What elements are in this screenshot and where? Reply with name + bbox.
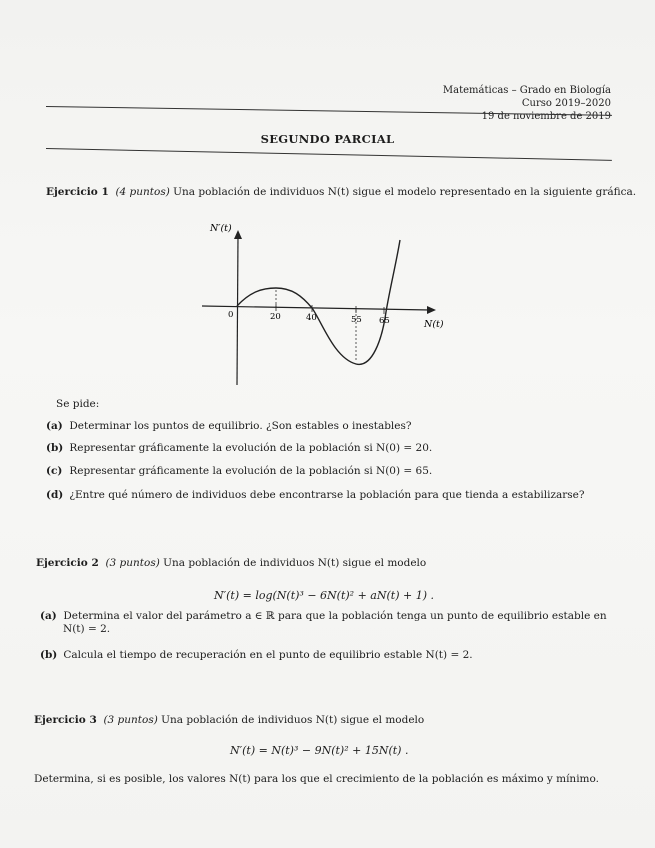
header-subject: Matemáticas – Grado en Biología xyxy=(442,85,611,96)
page-title: SEGUNDO PARCIAL xyxy=(260,132,395,146)
ex1-item-c-text: Representar gráficamente la evolución de la población si N(0) = 65. xyxy=(69,465,433,477)
ex3-text: Una población de individuos N(t) sigue el modelo xyxy=(161,714,425,726)
ex1-se-pide: Se pide: xyxy=(56,398,100,410)
header-date: 19 de noviembre de 2019 xyxy=(481,111,611,122)
ex1-item-a xyxy=(46,420,412,433)
graph-tick-label-40: 40 xyxy=(306,313,317,323)
ex2-item-b-label: (b) xyxy=(40,649,58,661)
ex2-statement xyxy=(36,556,426,570)
ex1-item-d-label: (d) xyxy=(46,489,64,501)
graph-tick-label-65: 65 xyxy=(379,316,390,326)
graph-y-arrow xyxy=(234,230,242,239)
graph-x-axis xyxy=(202,306,430,310)
ex1-text: Una población de individuos N(t) sigue el modelo representado en la siguiente gráfica. xyxy=(173,186,637,198)
ex1-statement xyxy=(46,185,636,199)
graph-curve xyxy=(237,240,400,364)
ex3-points: (3 puntos) xyxy=(103,714,158,726)
ex2-equation: N′(t) = log(N(t)³ − 6N(t)² + aN(t) + 1) . xyxy=(214,589,434,602)
ex1-item-a-label: (a) xyxy=(46,420,63,432)
graph-y-axis xyxy=(237,236,238,385)
ex2-item-a-text: Determina el valor del parámetro a ∈ ℝ para que la población tenga un punto de equilibrio estable en xyxy=(63,610,607,622)
ex1-item-b xyxy=(46,442,432,455)
exam-header xyxy=(443,84,611,123)
ex1-item-c-label: (c) xyxy=(46,465,63,477)
ex2-item-b-text: Calcula el tiempo de recuperación en el punto de equilibrio estable N(t) = 2. xyxy=(63,649,473,661)
graph-y-label: N′(t) xyxy=(210,223,232,234)
graph-tick-label-55: 55 xyxy=(351,315,362,325)
header-course: Curso 2019–2020 xyxy=(521,98,611,109)
ex2-item-a-label: (a) xyxy=(40,610,57,622)
graph-origin-label: 0 xyxy=(228,310,234,320)
ex1-item-d xyxy=(46,489,585,502)
ex3-label: Ejercicio 3 xyxy=(34,714,97,726)
graph-tick-label-20: 20 xyxy=(270,312,281,322)
ex1-points: (4 puntos) xyxy=(115,186,170,198)
ex3-statement xyxy=(34,713,424,727)
header-rule-bottom xyxy=(46,148,612,161)
graph-x-label: N(t) xyxy=(424,319,444,330)
ex3-equation: N′(t) = N(t)³ − 9N(t)² + 15N(t) . xyxy=(230,744,409,757)
ex1-item-d-text: ¿Entre qué número de individuos debe encontrarse la población para que tienda a estabilizarse? xyxy=(69,489,585,501)
graph-x-arrow xyxy=(427,306,436,314)
ex1-item-c xyxy=(46,465,432,478)
ex2-item-a xyxy=(40,610,615,636)
ex1-label: Ejercicio 1 xyxy=(46,186,109,198)
ex1-item-b-label: (b) xyxy=(46,442,64,454)
ex3-conclusion: Determina, si es posible, los valores N(t) para los que el crecimiento de la población es máximo y mínimo. xyxy=(34,773,599,785)
ex2-item-a-text-cont: N(t) = 2. xyxy=(63,623,111,635)
ex1-item-a-text: Determinar los puntos de equilibrio. ¿Son estables o inestables? xyxy=(69,420,412,432)
ex2-label: Ejercicio 2 xyxy=(36,557,99,569)
ex2-text: Una población de individuos N(t) sigue el modelo xyxy=(163,557,427,569)
ex1-item-b-text: Representar gráficamente la evolución de la población si N(0) = 20. xyxy=(69,442,433,454)
ex2-points: (3 puntos) xyxy=(105,557,160,569)
ex2-item-b xyxy=(40,649,473,662)
